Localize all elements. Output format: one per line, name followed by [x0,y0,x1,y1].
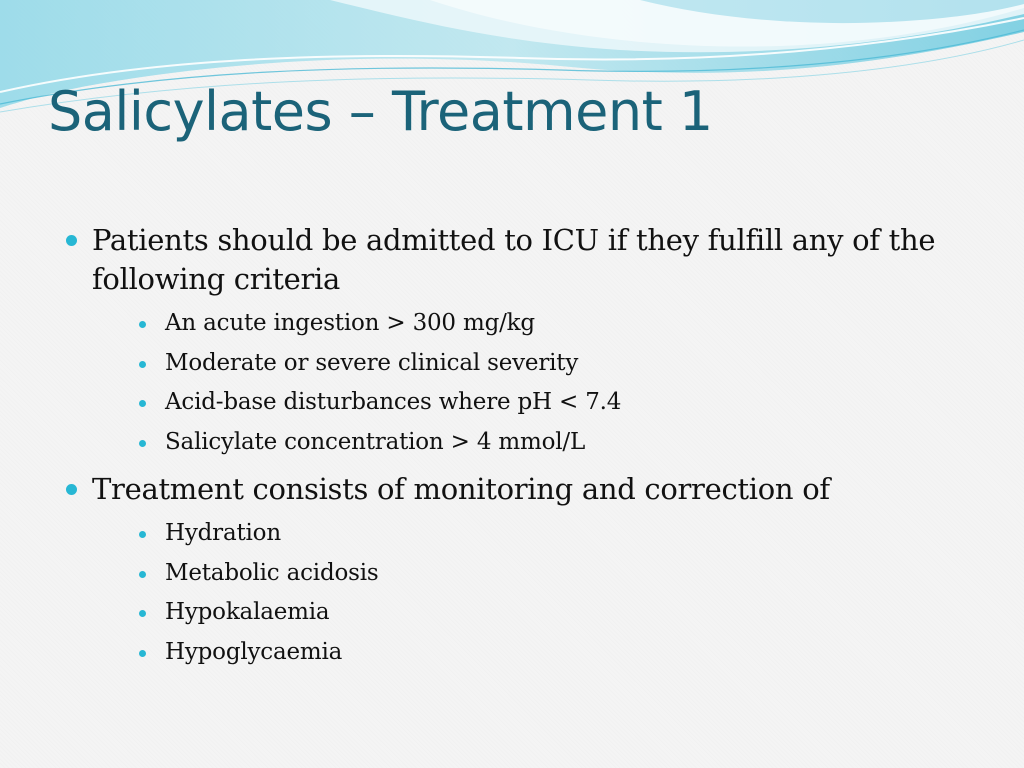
sub-bullet-list [0,514,1024,672]
sub-bullet-item [0,554,1024,594]
sub-bullet-dot-icon [139,400,146,407]
sub-bullet-item [0,383,1024,423]
bullet-item-icu-admission [0,221,1024,299]
sub-bullet-text: Acid-base disturbances where pH < 7.4 [165,389,622,415]
sub-bullet-text: Hypokalaemia [165,599,330,625]
sub-bullet-item [0,593,1024,633]
bullet-list [0,221,1024,680]
bullet-text: Treatment consists of monitoring and correction of [92,472,830,506]
bullet-text: Patients should be admitted to ICU if they fulfill any of the following criteria [92,223,936,296]
sub-bullet-item [0,633,1024,673]
sub-bullet-dot-icon [139,440,146,447]
bullet-dot-icon [66,484,77,495]
sub-bullet-list [0,304,1024,462]
bullet-dot-icon [66,235,77,246]
sub-bullet-dot-icon [139,571,146,578]
sub-bullet-dot-icon [139,531,146,538]
sub-bullet-text: Salicylate concentration > 4 mmol/L [165,428,586,455]
sub-bullet-item [0,304,1024,344]
sub-bullet-dot-icon [139,321,146,328]
sub-bullet-text: Hydration [165,520,281,546]
slide-title: Salicylates – Treatment 1 [48,80,713,143]
sub-bullet-dot-icon [139,610,146,617]
sub-bullet-dot-icon [139,650,146,657]
sub-bullet-text: Moderate or severe clinical severity [165,349,579,376]
sub-bullet-item [0,514,1024,554]
sub-bullet-text: Metabolic acidosis [165,559,379,586]
sub-bullet-text: An acute ingestion > 300 mg/kg [165,310,535,336]
sub-bullet-dot-icon [139,361,146,368]
sub-bullet-item [0,344,1024,384]
sub-bullet-text: Hypoglycaemia [165,638,343,665]
bullet-item-treatment [0,470,1024,509]
sub-bullet-item [0,423,1024,463]
